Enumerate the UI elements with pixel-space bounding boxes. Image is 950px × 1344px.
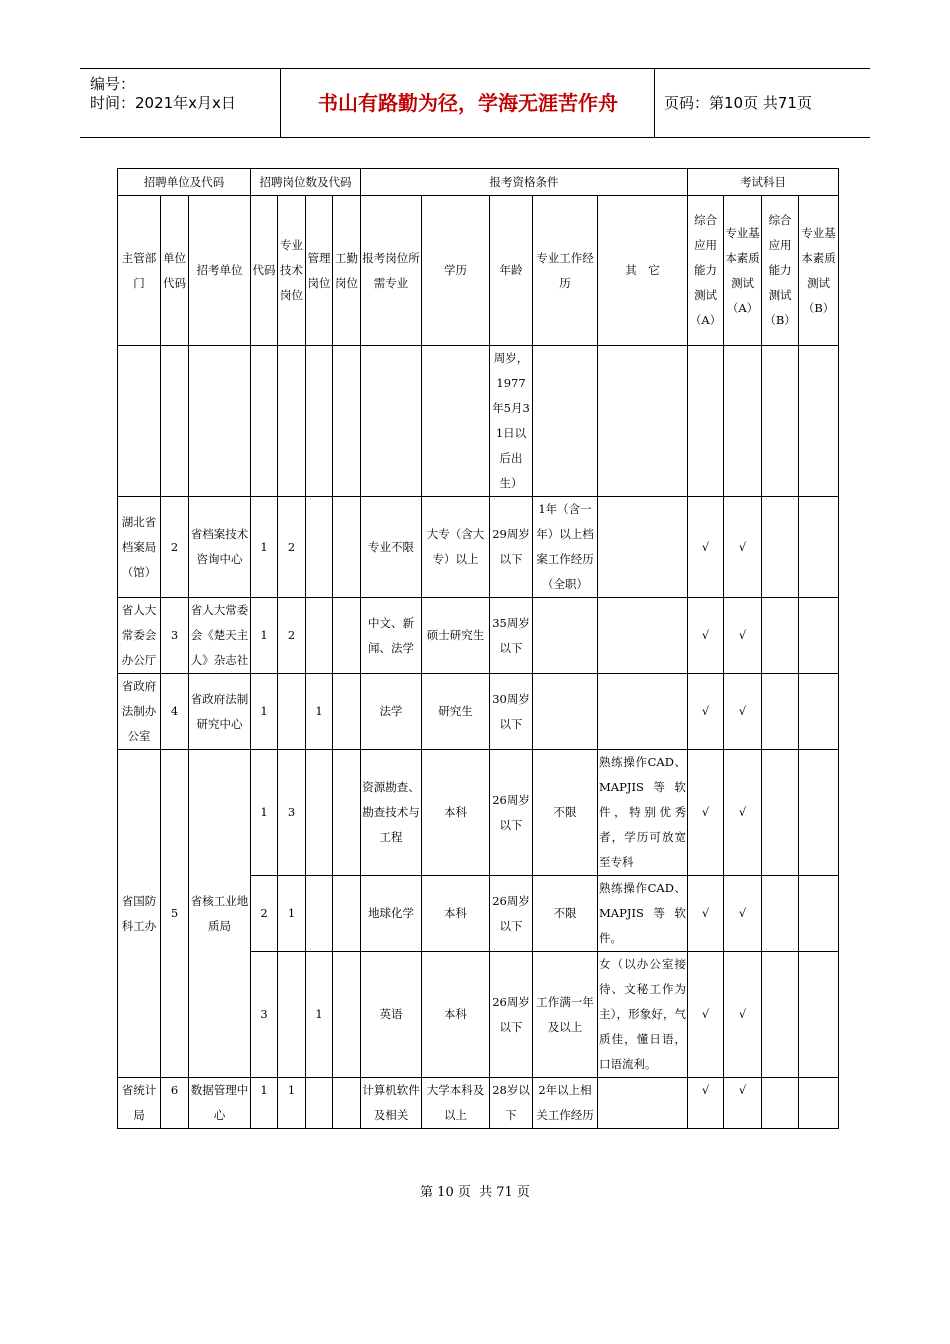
experience-cell: 2年以上相关工作经历 xyxy=(533,1078,598,1129)
other-cell xyxy=(598,497,688,598)
table-row xyxy=(118,750,839,876)
cell xyxy=(533,346,598,497)
tech-post-cell: 2 xyxy=(278,598,306,674)
education-cell: 硕士研究生 xyxy=(422,598,490,674)
col-header: 综合应用能力测试（A） xyxy=(688,196,724,346)
exam-check: √ xyxy=(724,1078,762,1129)
exam-check xyxy=(762,598,799,674)
exam-check: √ xyxy=(688,952,724,1078)
age-cell: 26周岁以下 xyxy=(490,952,533,1078)
unit-code-cell: 6 xyxy=(161,1078,189,1129)
exam-check xyxy=(799,1078,839,1129)
cell xyxy=(333,346,361,497)
header-meta xyxy=(80,69,280,137)
unit-code-cell: 2 xyxy=(161,497,189,598)
code-cell: 1 xyxy=(251,750,278,876)
col-header: 专业技术岗位 xyxy=(278,196,306,346)
dept-cell: 湖北省档案局（馆） xyxy=(118,497,161,598)
unit-name-cell: 数据管理中心 xyxy=(189,1078,251,1129)
table-row xyxy=(118,598,839,674)
col-header: 其 它 xyxy=(598,196,688,346)
cell xyxy=(688,346,724,497)
tech-post-cell: 2 xyxy=(278,497,306,598)
unit-name-cell: 省核工业地质局 xyxy=(189,750,251,1078)
header-motto: 书山有路勤为径，学海无涯苦作舟 xyxy=(318,91,618,115)
major-cell: 法学 xyxy=(361,674,422,750)
cell xyxy=(598,346,688,497)
exam-check xyxy=(799,674,839,750)
experience-cell xyxy=(533,674,598,750)
mgmt-post-cell: 1 xyxy=(306,674,333,750)
group-header-qualifications: 报考资格条件 xyxy=(361,169,688,196)
education-cell: 大学本科及以上 xyxy=(422,1078,490,1129)
exam-check: √ xyxy=(688,674,724,750)
page-header xyxy=(80,68,870,138)
col-header: 招考单位 xyxy=(189,196,251,346)
education-cell: 本科 xyxy=(422,750,490,876)
experience-cell: 工作满一年及以上 xyxy=(533,952,598,1078)
group-header-exams: 考试科目 xyxy=(688,169,839,196)
exam-check xyxy=(762,952,799,1078)
age-cell: 周岁，1977年5月31日以后出生） xyxy=(490,346,533,497)
age-cell: 28岁以下 xyxy=(490,1078,533,1129)
cell xyxy=(799,346,839,497)
column-header-row xyxy=(118,196,839,346)
other-cell: 女（以办公室接待、文秘工作为主），形象好，气质佳，懂日语，口语流利。 xyxy=(598,952,688,1078)
age-cell: 29周岁以下 xyxy=(490,497,533,598)
header-page-info: 页码：第10页 共71页 xyxy=(664,94,812,112)
major-cell: 中文、新闻、法学 xyxy=(361,598,422,674)
header-divider xyxy=(654,69,655,137)
cell xyxy=(724,346,762,497)
tech-post-cell: 1 xyxy=(278,876,306,952)
labor-post-cell xyxy=(333,876,361,952)
exam-check xyxy=(762,497,799,598)
col-header: 专业基本素质测试（A） xyxy=(724,196,762,346)
code-cell: 1 xyxy=(251,1078,278,1129)
experience-cell: 不限 xyxy=(533,750,598,876)
other-cell: 熟练操作CAD、MAPJIS等软件，特别优秀者，学历可放宽至专科 xyxy=(598,750,688,876)
unit-name-cell: 省档案技术咨询中心 xyxy=(189,497,251,598)
col-header: 工勤岗位 xyxy=(333,196,361,346)
mgmt-post-cell xyxy=(306,750,333,876)
group-header-posts: 招聘岗位数及代码 xyxy=(251,169,361,196)
major-cell: 地球化学 xyxy=(361,876,422,952)
labor-post-cell xyxy=(333,952,361,1078)
col-header: 报考岗位所需专业 xyxy=(361,196,422,346)
col-header: 学历 xyxy=(422,196,490,346)
exam-check: √ xyxy=(688,598,724,674)
unit-code-cell: 3 xyxy=(161,598,189,674)
age-cell: 26周岁以下 xyxy=(490,876,533,952)
col-header: 单位代码 xyxy=(161,196,189,346)
exam-check xyxy=(799,598,839,674)
exam-check: √ xyxy=(724,497,762,598)
cell xyxy=(161,346,189,497)
col-header: 管理岗位 xyxy=(306,196,333,346)
education-cell: 大专（含大专）以上 xyxy=(422,497,490,598)
age-cell: 35周岁以下 xyxy=(490,598,533,674)
recruitment-table xyxy=(117,168,839,1129)
mgmt-post-cell xyxy=(306,598,333,674)
table-row xyxy=(118,674,839,750)
cell xyxy=(361,346,422,497)
experience-cell: 1年（含一年）以上档案工作经历（全职） xyxy=(533,497,598,598)
exam-check: √ xyxy=(688,750,724,876)
exam-check xyxy=(762,1078,799,1129)
exam-check: √ xyxy=(724,598,762,674)
exam-check: √ xyxy=(724,876,762,952)
cell xyxy=(118,346,161,497)
cell xyxy=(189,346,251,497)
unit-name-cell: 省政府法制研究中心 xyxy=(189,674,251,750)
col-header: 专业基本素质测试（B） xyxy=(799,196,839,346)
col-header: 主管部门 xyxy=(118,196,161,346)
mgmt-post-cell xyxy=(306,497,333,598)
code-cell: 2 xyxy=(251,876,278,952)
cell xyxy=(306,346,333,497)
labor-post-cell xyxy=(333,497,361,598)
major-cell: 专业不限 xyxy=(361,497,422,598)
col-header: 综合应用能力测试（B） xyxy=(762,196,799,346)
exam-check: √ xyxy=(724,952,762,1078)
dept-cell: 省国防科工办 xyxy=(118,750,161,1078)
group-header-unit: 招聘单位及代码 xyxy=(118,169,251,196)
unit-code-cell: 5 xyxy=(161,750,189,1078)
col-header: 代码 xyxy=(251,196,278,346)
dept-cell: 省人大常委会办公厅 xyxy=(118,598,161,674)
dept-cell: 省统计局 xyxy=(118,1078,161,1129)
table-row xyxy=(118,497,839,598)
page-footer: 第 10 页 共 71 页 xyxy=(420,1185,530,1200)
mgmt-post-cell: 1 xyxy=(306,952,333,1078)
exam-check xyxy=(799,876,839,952)
other-cell xyxy=(598,674,688,750)
age-cell: 26周岁以下 xyxy=(490,750,533,876)
cell xyxy=(278,346,306,497)
other-cell: 熟练操作CAD、MAPJIS等软件。 xyxy=(598,876,688,952)
tech-post-cell: 1 xyxy=(278,1078,306,1129)
major-cell: 英语 xyxy=(361,952,422,1078)
labor-post-cell xyxy=(333,598,361,674)
header-divider xyxy=(280,69,281,137)
exam-check xyxy=(799,497,839,598)
col-header: 年龄 xyxy=(490,196,533,346)
experience-cell: 不限 xyxy=(533,876,598,952)
education-cell: 本科 xyxy=(422,876,490,952)
code-cell: 3 xyxy=(251,952,278,1078)
exam-check: √ xyxy=(688,876,724,952)
labor-post-cell xyxy=(333,674,361,750)
education-cell: 研究生 xyxy=(422,674,490,750)
continuation-row xyxy=(118,346,839,497)
exam-check xyxy=(762,750,799,876)
education-cell: 本科 xyxy=(422,952,490,1078)
cell xyxy=(762,346,799,497)
exam-check xyxy=(762,876,799,952)
labor-post-cell xyxy=(333,1078,361,1129)
code-cell: 1 xyxy=(251,497,278,598)
exam-check xyxy=(799,750,839,876)
experience-cell xyxy=(533,598,598,674)
exam-check: √ xyxy=(688,1078,724,1129)
tech-post-cell xyxy=(278,952,306,1078)
exam-check xyxy=(762,674,799,750)
exam-check xyxy=(799,952,839,1078)
exam-check: √ xyxy=(688,497,724,598)
table-row xyxy=(118,1078,839,1129)
other-cell xyxy=(598,1078,688,1129)
unit-code-cell: 4 xyxy=(161,674,189,750)
tech-post-cell xyxy=(278,674,306,750)
time-label: 时间：2021年x月x日 xyxy=(90,94,236,112)
dept-cell: 省政府法制办公室 xyxy=(118,674,161,750)
group-header-row xyxy=(118,169,839,196)
exam-check: √ xyxy=(724,674,762,750)
cell xyxy=(422,346,490,497)
other-cell xyxy=(598,598,688,674)
code-cell: 1 xyxy=(251,598,278,674)
major-cell: 计算机软件及相关 xyxy=(361,1078,422,1129)
col-header: 专业工作经历 xyxy=(533,196,598,346)
mgmt-post-cell xyxy=(306,1078,333,1129)
labor-post-cell xyxy=(333,750,361,876)
major-cell: 资源勘查、勘查技术与工程 xyxy=(361,750,422,876)
number-label: 编号： xyxy=(90,75,136,93)
mgmt-post-cell xyxy=(306,876,333,952)
code-cell: 1 xyxy=(251,674,278,750)
exam-check: √ xyxy=(724,750,762,876)
tech-post-cell: 3 xyxy=(278,750,306,876)
unit-name-cell: 省人大常委会《楚天主人》杂志社 xyxy=(189,598,251,674)
cell xyxy=(251,346,278,497)
age-cell: 30周岁以下 xyxy=(490,674,533,750)
